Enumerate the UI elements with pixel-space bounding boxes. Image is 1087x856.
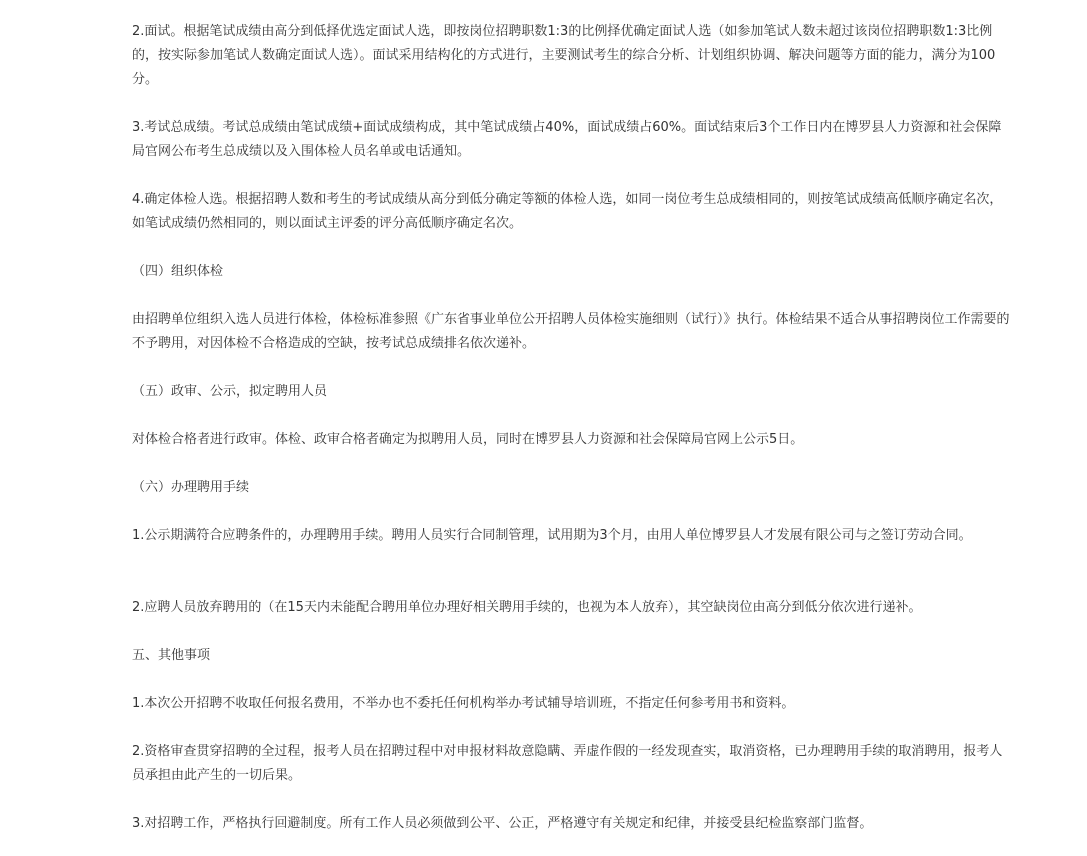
paragraph-political-review: 对体检合格者进行政审。体检、政审合格者确定为拟聘用人员，同时在博罗县人力资源和社会保障局官网上公示5日。 [132,432,804,447]
paragraph-interview: 2.面试。根据笔试成绩由高分到低择优选定面试人选，即按岗位招聘职数1:3的比例择优确定面试人选（如参加笔试人数未超过该岗位招聘职数1:3比例的，按实际参加笔试人数确定面试人选）。面试采用结构化的方式进行，主要测试考生的综合分析、计划组织协调、解决问题等方面的能力，满分为100分。 [132,24,996,87]
paragraph-no-fees: 1.本次公开招聘不收取任何报名费用，不举办也不委托任何机构举办考试辅导培训班，不指定任何参考用书和资料。 [132,696,795,711]
paragraph-avoidance-system: 3.对招聘工作，严格执行回避制度。所有工作人员必须做到公平、公正，严格遵守有关规定和纪律，并接受县纪检监察部门监督。 [132,816,873,831]
section-heading-employment-procedures: （六）办理聘用手续 [132,480,250,495]
paragraph-total-score: 3.考试总成绩。考试总成绩由笔试成绩+面试成绩构成，其中笔试成绩占40%，面试成绩占60%。面试结束后3个工作日内在博罗县人力资源和社会保障局官网公布考生总成绩以及入围体检人员名单或电话通知。 [132,120,1002,159]
paragraph-medical-exam: 由招聘单位组织入选人员进行体检，体检标准参照《广东省事业单位公开招聘人员体检实施细则（试行）》执行。体检结果不适合从事招聘岗位工作需要的不予聘用，对因体检不合格造成的空缺，按考试总成绩排名依次递补。 [132,312,1010,351]
paragraph-qualification-review: 2.资格审查贯穿招聘的全过程，报考人员在招聘过程中对申报材料故意隐瞒、弄虚作假的一经发现查实，取消资格，已办理聘用手续的取消聘用，报考人员承担由此产生的一切后果。 [132,744,1003,783]
paragraph-employment-contract: 1.公示期满符合应聘条件的，办理聘用手续。聘用人员实行合同制管理，试用期为3个月，由用人单位博罗县人才发展有限公司与之签订劳动合同。 [132,528,972,543]
paragraph-abandonment: 2.应聘人员放弃聘用的（在15天内未能配合聘用单位办理好相关聘用手续的，也视为本人放弃），其空缺岗位由高分到低分依次进行递补。 [132,600,922,615]
section-heading-political-review: （五）政审、公示，拟定聘用人员 [132,384,328,399]
section-heading-medical-exam: （四）组织体检 [132,264,224,279]
section-heading-other-matters: 五、其他事项 [132,648,211,663]
paragraph-medical-candidates: 4.确定体检人选。根据招聘人数和考生的考试成绩从高分到低分确定等额的体检人选，如同一岗位考生总成绩相同的，则按笔试成绩高低顺序确定名次，如笔试成绩仍然相同的，则以面试主评委的评分高低顺序确定名次。 [132,192,1003,231]
